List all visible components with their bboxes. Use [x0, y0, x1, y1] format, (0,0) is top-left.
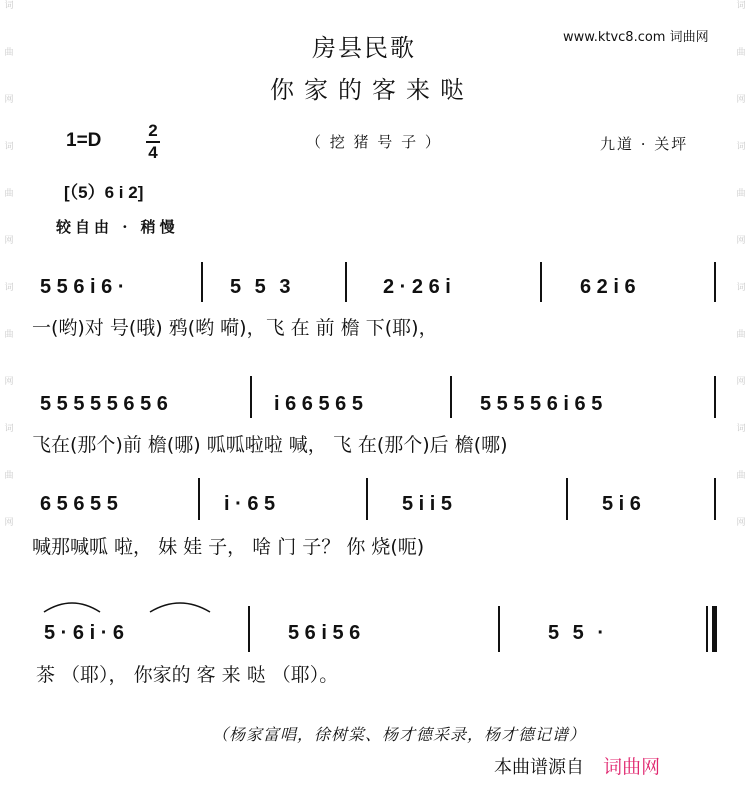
- measure: 5 5 3: [230, 276, 295, 298]
- time-signature: [143, 122, 163, 162]
- bar-line: [714, 478, 716, 520]
- bar-line: [248, 606, 250, 652]
- bar-line: [714, 262, 716, 302]
- song-genre: （ 挖 猪 号 子 ）: [306, 133, 442, 151]
- song-region-title: 房县民歌: [312, 34, 416, 62]
- lyric-line: 飞在(那个)前 檐(哪) 呱呱啦啦 喊， 飞 在(那个)后 檐(哪): [32, 434, 508, 456]
- measure: 5 5 6 i 6 ·: [40, 276, 125, 298]
- bar-line: [450, 376, 452, 418]
- bar-line: [250, 376, 252, 418]
- site-url[interactable]: www.ktvc8.com 词曲网: [563, 30, 709, 45]
- lyric-line: 茶 （耶）， 你家的 客 来 哒 （耶）。: [36, 664, 339, 686]
- bar-line: [714, 376, 716, 418]
- source-line[interactable]: [494, 752, 660, 779]
- measure: 6 2 i 6: [580, 276, 636, 298]
- site-name: 词曲网: [669, 30, 709, 45]
- measure: 2 · 2 6 i: [383, 276, 451, 298]
- time-signature-top: 2: [148, 121, 158, 140]
- source-brand-link[interactable]: 词曲网: [603, 756, 661, 778]
- measure: i · 6 5: [224, 493, 276, 515]
- lyric-line: 一(哟)对 号(哦) 鸦(哟 嗬)，飞 在 前 檐 下(耶)，: [32, 317, 438, 339]
- time-signature-bottom: 4: [148, 143, 158, 162]
- measure: i 6 6 5 6 5: [274, 393, 363, 415]
- song-origin: 九道 · 关坪: [600, 135, 689, 153]
- intro-phrase: [（5）6 i 2]: [64, 183, 144, 202]
- measure: 5 i i 5: [402, 493, 453, 515]
- watermark-column-right: 词 曲 网 词 曲 网 词 曲 网 词 曲 网: [736, 1, 746, 528]
- bar-line: [498, 606, 500, 652]
- bar-line: [366, 478, 368, 520]
- bar-line: [540, 262, 542, 302]
- watermark-column-left: 词 曲 网 词 曲 网 词 曲 网 词 曲 网: [4, 1, 14, 528]
- bar-line: [566, 478, 568, 520]
- tempo-marking: 较自由 · 稍慢: [56, 218, 179, 236]
- final-bar-line: [712, 606, 717, 652]
- measure: 5 5 5 5 5 6 5 6: [40, 393, 168, 415]
- measure: 5 5 5 5 6 i 6 5: [480, 393, 603, 415]
- measure: 5 5 ·: [548, 622, 609, 644]
- bar-line: [345, 262, 347, 302]
- slur-marks: [40, 592, 220, 616]
- song-title: 你家的客来哒: [270, 76, 474, 104]
- bar-line: [706, 606, 708, 652]
- measure: 5 · 6 i · 6: [44, 622, 125, 644]
- lyric-line: 喊那喊呱 啦， 妹 娃 子， 啥 门 子？ 你 烧(呃): [32, 536, 425, 558]
- measure: 5 6 i 5 6: [288, 622, 361, 644]
- credit-line: （杨家富唱，徐树棠、杨才德采录，杨才德记谱）: [212, 725, 587, 744]
- measure: 6 5 6 5 5: [40, 493, 118, 515]
- source-text: 本曲谱源自: [494, 757, 584, 778]
- bar-line: [201, 262, 203, 302]
- bar-line: [198, 478, 200, 520]
- measure: 5 i 6: [602, 493, 641, 515]
- key-signature: 1=D: [66, 130, 102, 151]
